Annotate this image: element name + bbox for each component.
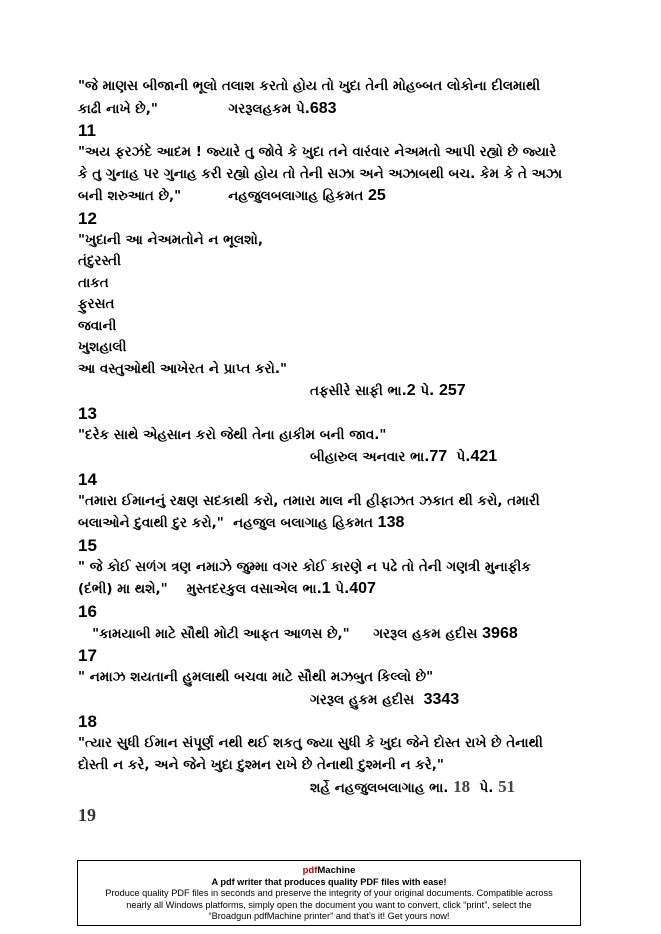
quote-entry [78,557,598,601]
quote-line: તંદુરસ્તી [78,253,121,269]
quote-line: બની શરુઆત છે," [78,188,182,204]
quote-entry [78,667,598,711]
footer-text-line: nearly all Windows platforms, simply open the document you want to convert, click “print”, select the [126,899,532,910]
quote-line: કે તુ ગુનાહ પર ગુનાહ કરી રહ્યો હોય તો તેની સઝા અને અઝાબથી બચ. કેમ કે તે અઝા [78,165,563,182]
quote-line: ખુશહાલી [78,339,127,355]
citation-source: તફસીરે સાફી ભા. [310,383,407,399]
footer-tagline: A pdf writer that produces quality PDF files with ease! [211,876,447,887]
entry-number: 14 [78,469,97,489]
quote-line: "ખુદાની આ નેઅમતોને ન ભૂલશો, [78,231,264,248]
entry-number: 13 [78,403,97,423]
citation-source: નહજુલ બલાગાહ હિકમત [233,515,373,531]
citation [78,380,598,403]
quote-line: "કામયાબી માટે સૌથી મોટી આફત આળસ છે," [78,625,350,642]
quote-entry [78,230,598,403]
quote-line: આ વસ્તુઓથી આખેરત ને પ્રાપ્ત કરો." [78,360,288,377]
citation-page: 421 [470,448,498,465]
citation-number: 683 [309,99,337,117]
citation [78,446,598,469]
pdfmachine-logo: pdfMachine [302,865,356,876]
citation-page-label: પે. [415,383,439,399]
quote-line: " નમાઝ શયતાની હુમલાથી બચવા માટે સૌથી મઝબુત કિલ્લો છે" [78,669,434,685]
quote-line: (દંભી) મા થશે," [78,581,168,597]
entry-number: 19 [78,804,96,825]
quote-entry [78,623,598,646]
quote-entry [78,142,598,208]
quote-line: " જે કોઈ સળંગ ત્રણ નમાઝે જુમ્મા વગર કોઈ કારણે ન પઢે તો તેની ગણત્રી મુનાફીક [78,558,531,575]
entry-number: 16 [78,601,97,621]
citation-source: ગરરૂલ હુકમ હદીસ [310,691,424,708]
citation-volume: 77 [429,448,448,465]
quote-line: "જે માણસ બીજાની ભૂલો તલાશ કરતો હોય તો ખુદા તેની મોહબ્બત લોકોના દીલમાથી [78,78,541,94]
quote-line: ફુરસત [78,296,115,312]
document-body [78,76,598,826]
citation-source: બીહારુલ અનવાર ભા. [310,449,430,465]
entry-number: 11 [78,121,96,140]
entry-number: 12 [78,208,97,228]
citation-volume: 1 [321,580,331,597]
quote-line: "તમારા ઈમાનનું રક્ષણ સદકાથી કરો, તમારા માલ ની હીફાઝત ઝકાત થી કરો, તમારી [78,492,540,509]
quote-line: "દરેક સાથે એહસાન કરો જેથી તેના હાકીમ બની જાવ." [78,426,387,443]
citation-page-label: પે. [447,449,471,465]
citation-page-label: પે. [330,581,350,597]
citation [78,776,598,800]
citation-page: 51 [498,777,516,796]
citation-page: 407 [349,580,376,597]
quote-line: જવાની [78,317,117,334]
pdfmachine-footer-banner [77,860,581,926]
citation-source: નહજુલબલાગાહ હિકમત [228,188,364,204]
footer-text-line: Produce quality PDF files in seconds and preserve the integrity of your original documents. Compatible across [105,888,553,898]
citation-source: મુસ્તદરકુલ વસાએલ ભા. [186,581,322,597]
quote-line: "અય ફરઝંદે આદમ ! જ્યારે તુ જોવે કે ખુદા તને વારંવાર નેઅમતો આપી રહ્યો છે જ્યારે [78,144,557,160]
citation-number: 25 [368,187,386,204]
footer-text-line: “Broadgun pdfMachine printer” and that’s it! Get yours now! [208,911,450,921]
quote-entry [78,425,598,469]
citation-source: શર્હે નહજુલબલાગાહ ભા. [310,780,454,796]
entry-number: 15 [78,535,97,555]
citation-source: ગરરૂલ હકમ હદીસ [373,625,478,642]
quote-line: દોસ્તી ન કરે, અને જેને ખુદા દુશ્મન રાખે છે તેનાથી દુશ્મની ન કરે," [78,756,444,773]
citation-source: ગરરૂલહકમ પે. [228,100,310,117]
citation-number: 3343 [423,690,460,708]
quote-entry [78,733,598,800]
quote-line: "ત્યાર સુધી ઈમાન સંપૂર્ણ નથી થઈ શકતુ જ્યા સુધી કે ખુદા જેને દોસ્ત રાખે છે તેનાથી [78,735,543,751]
citation [78,689,598,712]
entry-number: 18 [78,712,97,731]
citation-page: 257 [438,382,466,399]
quote-line: તાકત [78,274,109,291]
entry-number: 17 [78,646,97,665]
quote-line: બલાઓને દુવાથી દુર કરો," [78,515,224,531]
citation-number: 3968 [482,624,518,642]
quote-entry [78,491,598,535]
citation-number: 138 [377,514,405,531]
citation-volume: 2 [406,382,416,399]
citation-volume: 18 [453,777,471,796]
quote-line: કાઢી નાખે છે," [78,100,158,117]
quote-entry [78,76,598,120]
citation-page-label: પે. [470,780,499,796]
